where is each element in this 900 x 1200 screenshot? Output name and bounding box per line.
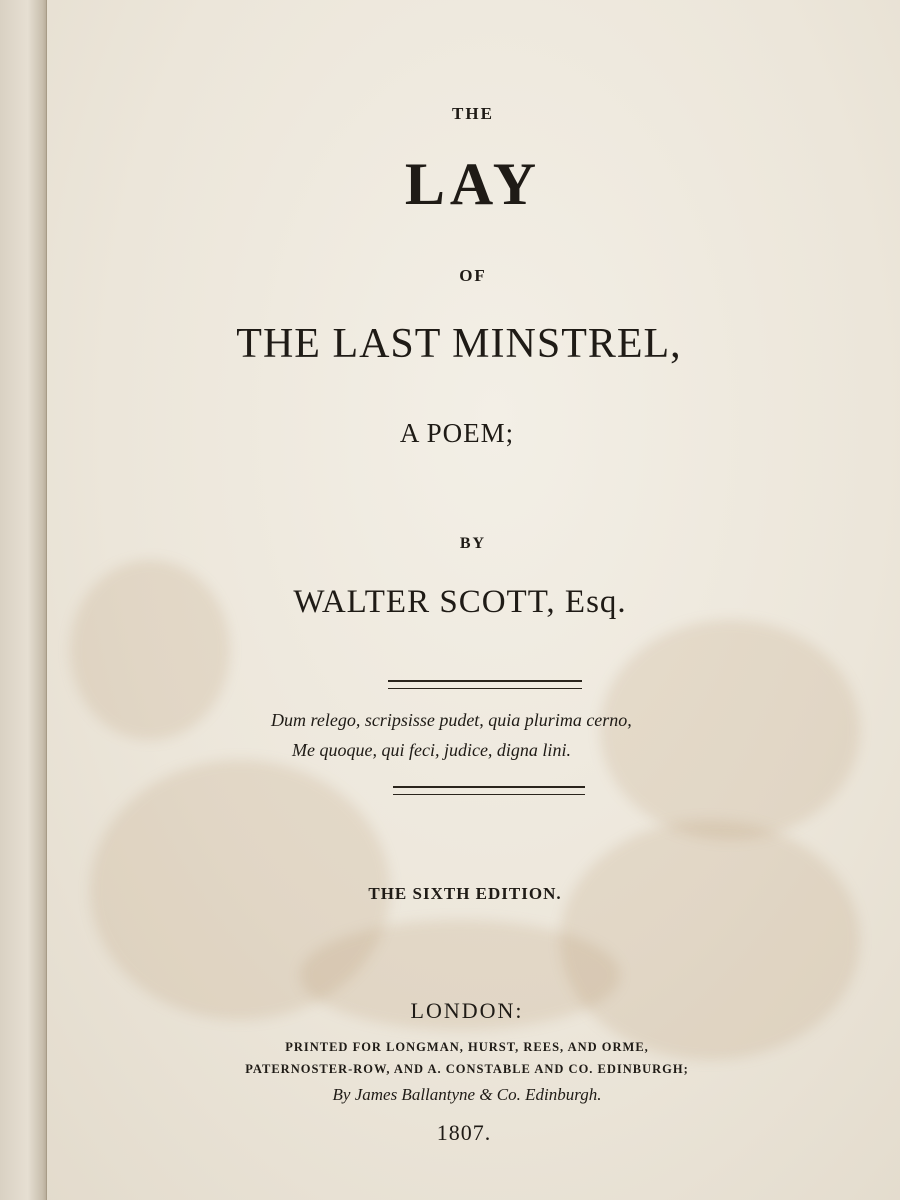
double-rule-bottom — [393, 786, 585, 795]
heading-lay: LAY — [404, 151, 542, 217]
byline-by: BY — [459, 535, 487, 552]
double-rule-top — [388, 680, 582, 689]
foxing-stain — [560, 820, 860, 1060]
imprint-year: 1807. — [436, 1120, 492, 1145]
edition-statement: THE SIXTH EDITION. — [368, 884, 562, 903]
main-title: THE LAST MINSTREL, — [236, 321, 682, 367]
author-name: WALTER SCOTT, Esq. — [293, 584, 627, 620]
heading-the: THE — [452, 104, 494, 123]
imprint-publishers-line-2: PATERNOSTER-ROW, AND A. CONSTABLE AND CO. EDINBURGH; — [245, 1062, 689, 1076]
subtitle: A POEM; — [399, 418, 515, 448]
heading-of: OF — [459, 266, 487, 285]
motto-line-1: Dum relego, scripsisse pudet, quia plurima cerno, — [271, 710, 632, 730]
imprint-city: LONDON: — [410, 998, 524, 1023]
motto-line-2: Me quoque, qui feci, judice, digna lini. — [292, 740, 571, 760]
imprint-printer: By James Ballantyne & Co. Edinburgh. — [332, 1085, 602, 1104]
imprint-publishers-line-1: PRINTED FOR LONGMAN, HURST, REES, AND ORME, — [285, 1040, 649, 1054]
foxing-stain — [600, 620, 860, 840]
